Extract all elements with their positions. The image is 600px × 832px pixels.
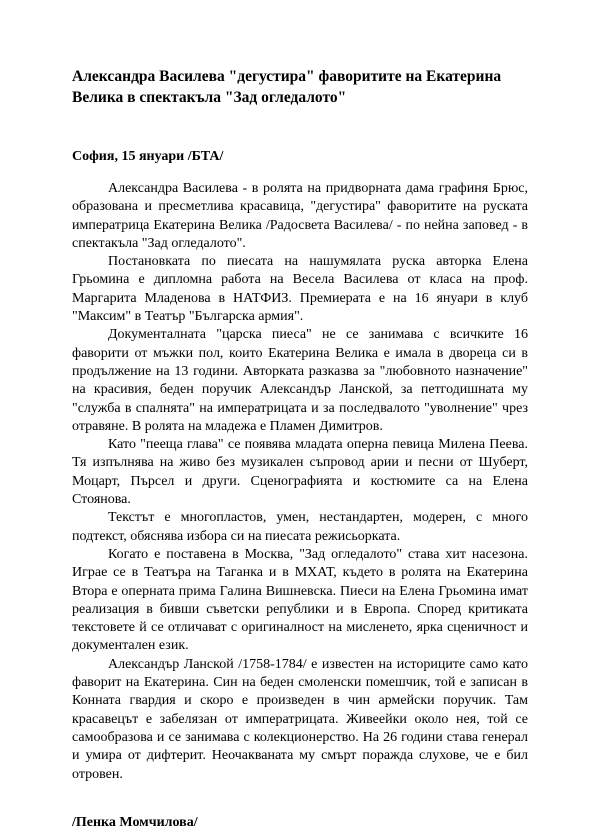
- article-body: [72, 180, 528, 784]
- paragraph-5: Текстът е многопластов, умен, нестандартен, модерен, с много подтекст, обяснява избора си на пиесата режисьорката.: [72, 510, 528, 544]
- article-title: Александра Василева "дегустира" фаворитите на Екатерина Велика в спектакъла "Зад огледалото": [72, 68, 502, 106]
- paragraph-6: Когато е поставена в Москва, "Зад огледалото" става хит насезона. Играе се в Театъра на Таганка и в МХАТ, където в ролята на Екатерина Втора е оперната прима Галина Вишневска. Пиеси на Елена Грьомина имат реализация в бивши съветски републики и в Европа. Според критиката текстовете й се отличават с оригиналност на мисленето, ярка сценичност и документален език.: [72, 546, 528, 654]
- paragraph-2: Постановката по пиесата на нашумялата руска авторка Елена Грьомина е дипломна работа на Весела Василева от класа на проф. Маргарита Младенова в НАТФИЗ. Премиерата е на 16 януари в клуб "Максим" в Театър "Българска армия".: [72, 254, 528, 325]
- author-signature: /Пенка Момчилова/: [72, 814, 198, 830]
- document-page: [72, 66, 528, 832]
- dateline: София, 15 януари /БТА/: [72, 149, 224, 164]
- paragraph-7: Александър Ланской /1758-1784/ е известен на историците само като фаворит на Екатерина. Син на беден смоленски помешчик, той е записан в Конната гвардия и скоро е произведен в чин армейски поручик. Там красавецът е забелязан от императрицата. Живеейки около нея, той се самообразова и се занимава с колекционерство. На 26 години става генерал и умира от дифтерит. Неочакваната му смърт поражда слухове, че е бил отровен.: [72, 656, 528, 782]
- paragraph-4: Като "пееща глава" се появява младата оперна певица Милена Пеева. Тя изпълнява на живо без музикален съпровод арии и песни от Шуберт, Моцарт, Пърсел и други. Сценографията и костюмите са на Елена Стоянова.: [72, 437, 528, 508]
- paragraph-1: Александра Василева - в ролята на придворната дама графиня Брюс, образована и пресметлива красавица, "дегустира" фаворитите на руската императрица Екатерина Велика /Радосвета Василева/ - по нейна заповед - в спектакъла "Зад огледалото".: [72, 181, 528, 251]
- paragraph-3: Документалната "царска пиеса" не се занимава с всичките 16 фаворити от мъжки пол, които Екатерина Велика е имала в двореца си в продължение на 13 години. Авторката разказва за "любовното назначение" на красивия, беден поручик Александър Ланской, за петгодишната му "служба в спалнята" на императрицата и за последвалото "уволнение" чрез отравяне. В ролята на младежа е Пламен Димитров.: [72, 327, 528, 434]
